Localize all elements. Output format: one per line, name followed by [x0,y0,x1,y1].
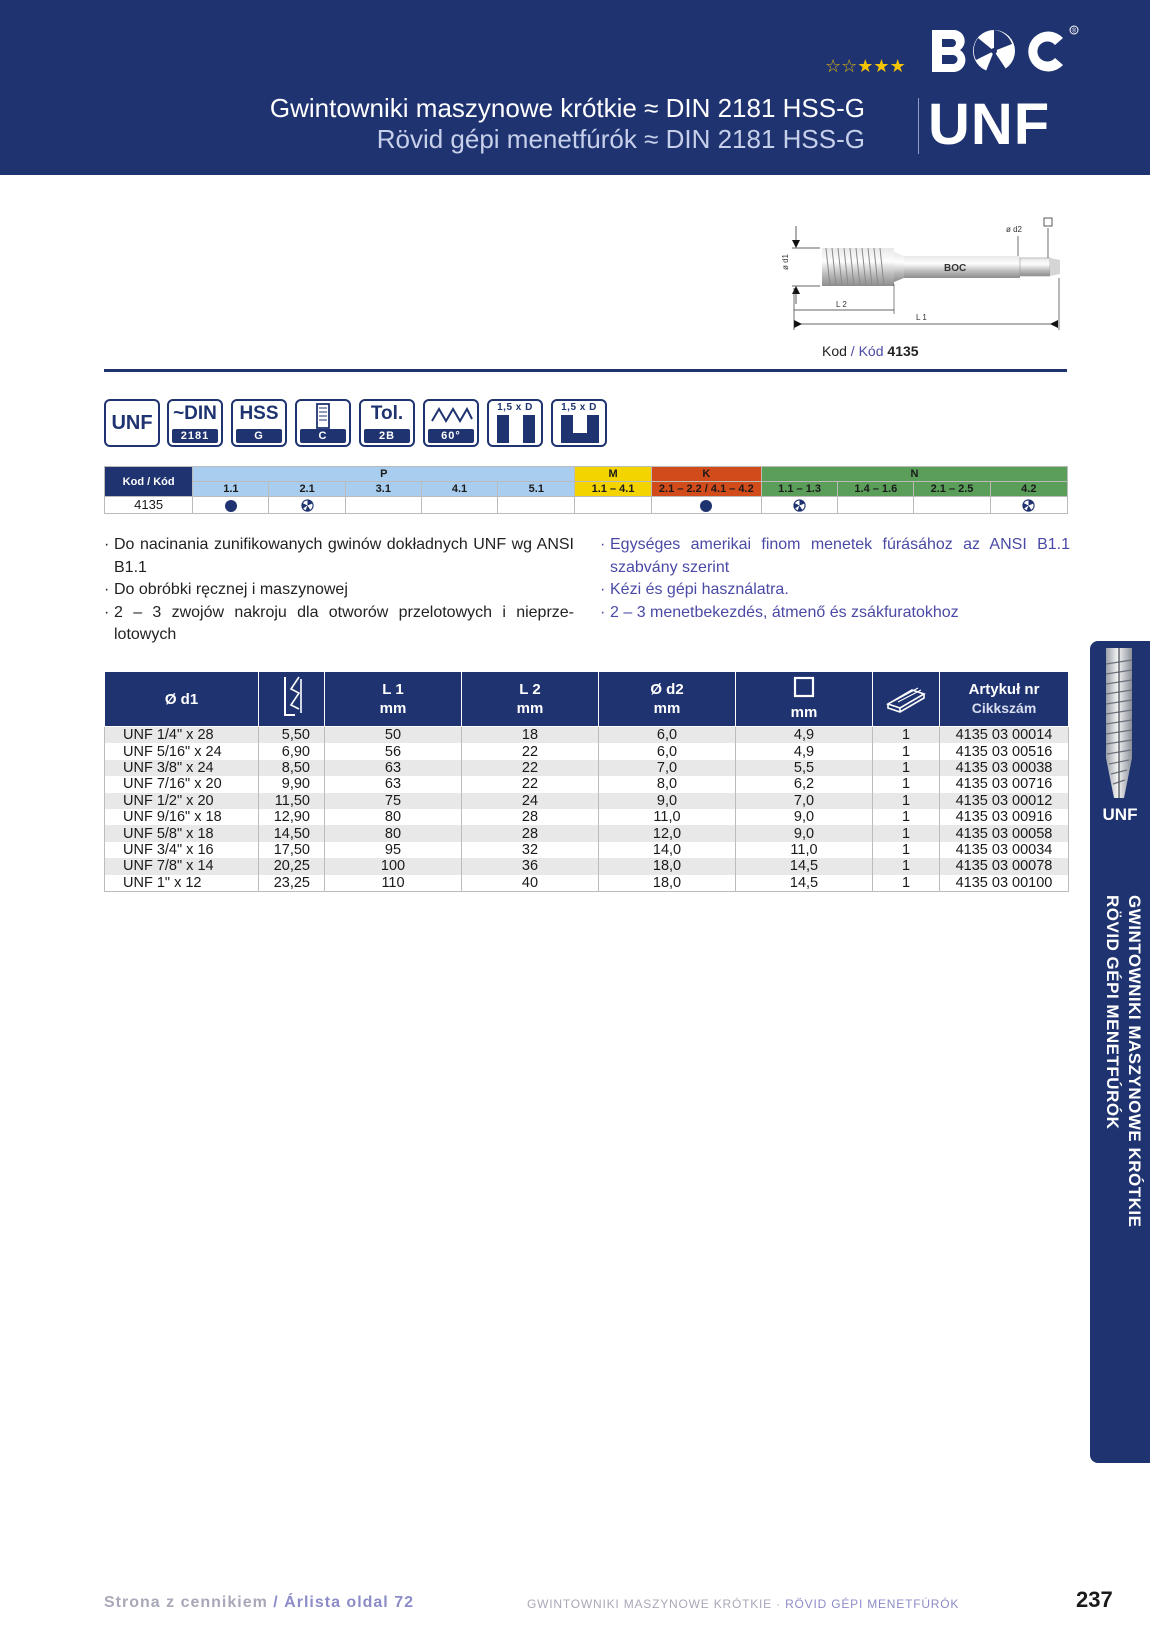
cell-l2: 22 [462,743,599,759]
svg-text:®: ® [1071,28,1077,35]
star-empty-icon: ☆ [841,56,858,76]
symbol-tolerance-label: Tol. [370,403,404,424]
symbol-thread-angle-icon [423,399,479,447]
col-thread-length-header [259,672,325,727]
article-table [104,671,1069,892]
group-m-header: M [575,467,651,482]
symbol-hss-icon [231,399,287,447]
table-row [105,875,1069,892]
square-unit: mm [790,704,818,721]
cell-l1: 63 [325,760,462,776]
material-value-row [105,497,1068,514]
feature-text: 2 – 3 menetbekezdés, átmenő és zsákfuratokhoz [610,603,959,621]
group-k-header: K [651,467,761,482]
cell-l2: 28 [462,809,599,825]
secondary-suitability-icon [1022,499,1035,512]
through-hole-icon [495,413,537,445]
suitability-cell [651,497,761,514]
cell-thread-size: UNF 1/2" x 20 [105,793,259,809]
square-icon [793,676,815,698]
col-pack-header [873,672,940,727]
subgroup-cell: 1.4 – 1.6 [838,482,914,497]
cell-pack-qty: 1 [873,760,940,776]
thread-type-badge: UNF [928,92,1051,157]
svg-text:ø d2: ø d2 [1006,225,1023,234]
cell-core-diameter: 8,50 [259,760,325,776]
suitability-cell [498,497,575,514]
thread-profile-icon [431,407,473,423]
subgroup-cell: 3.1 [345,482,421,497]
feature-item [104,579,574,602]
l1-unit: mm [379,700,407,717]
symbol-tolerance-value: 2B [364,429,410,443]
suitability-cell [193,497,269,514]
symbol-din-label: ~DIN [173,403,217,424]
blind-hole-icon [559,413,601,445]
feature-item [600,579,1070,602]
thread-length-icon [277,675,307,719]
cell-core-diameter: 14,50 [259,825,325,841]
svg-text:L 2: L 2 [836,300,847,309]
kod-separator: / [144,475,154,488]
table-body [105,727,1069,892]
star-filled-icon: ★ [889,56,906,76]
group-n-header: N [761,467,1067,482]
bullet: · [104,536,110,553]
feature-item [104,534,574,579]
symbol-hss-label: HSS [239,403,279,424]
cell-l1: 80 [325,825,462,841]
cell-d2: 6,0 [599,727,736,744]
table-row [105,760,1069,776]
cell-l1: 75 [325,793,462,809]
footer-section-name [527,1597,959,1611]
cell-square: 14,5 [736,875,873,892]
table-row [105,727,1069,744]
cell-thread-size: UNF 7/8" x 14 [105,858,259,874]
svg-text:BOC: BOC [944,263,967,274]
cell-thread-size: UNF 5/8" x 18 [105,825,259,841]
footer-section-pl: GWINTOWNIKI MASZYNOWE KRÓTKIE [527,1597,772,1611]
cell-l1: 50 [325,727,462,744]
cell-article-number: 4135 03 00916 [940,809,1069,825]
svg-text:L 1: L 1 [916,313,927,322]
cell-l1: 80 [325,809,462,825]
cell-d2: 6,0 [599,743,736,759]
cell-l2: 24 [462,793,599,809]
star-empty-icon: ☆ [825,56,842,76]
cell-l1: 63 [325,776,462,792]
cell-square: 5,5 [736,760,873,776]
feature-text: 2 – 3 zwojów nakroju dla otworów przelotowych i nieprze-lotowych [114,603,574,643]
bullet: · [104,581,110,598]
table-row [105,809,1069,825]
pricelist-reference [104,1594,414,1612]
cell-core-diameter: 5,50 [259,727,325,744]
suitability-cell [421,497,497,514]
symbol-through-hole-icon [487,399,543,447]
cell-l1: 95 [325,842,462,858]
drawing-code-caption [822,343,919,359]
title-polish: Gwintowniki maszynowe krótkie ≈ DIN 2181 HSS-G [269,93,865,123]
cell-pack-qty: 1 [873,858,940,874]
tap-dimension-drawing [782,212,1082,362]
side-tab-line-hu: RÖVID GÉPI MENETFÚRÓK [1103,895,1122,1130]
cell-thread-size: UNF 1/4" x 28 [105,727,259,744]
material-subgroup-row [105,482,1068,497]
feature-item [600,534,1070,579]
cell-thread-size: UNF 9/16" x 18 [105,809,259,825]
cell-article-number: 4135 03 00034 [940,842,1069,858]
side-tab-badge: UNF [1102,805,1138,824]
cell-thread-size: UNF 5/16" x 24 [105,743,259,759]
cell-d2: 12,0 [599,825,736,841]
subgroup-cell: 1.1 – 1.3 [761,482,837,497]
tap-photo [1094,648,1144,800]
kod-label-pl: Kod [122,475,145,488]
cell-article-number: 4135 03 00078 [940,858,1069,874]
table-row [105,793,1069,809]
material-suitability-table [104,466,1068,514]
side-tab-line-pl: GWINTOWNIKI MASZYNOWE KRÓTKIE [1125,895,1144,1228]
material-header-row [105,467,1068,482]
cell-core-diameter: 6,90 [259,743,325,759]
subgroup-cell: 2.1 [269,482,345,497]
caption-kod-hu: Kód [858,343,884,359]
chamfer-tap-icon [311,402,335,430]
col-d2-header [599,672,736,727]
subgroup-cell: 2.1 – 2.5 [914,482,990,497]
through-hole-depth-label: 1,5 x D [497,402,533,413]
cell-l2: 22 [462,760,599,776]
cell-square: 4,9 [736,727,873,744]
side-tab-title [1101,895,1145,1227]
table-row [105,858,1069,874]
cell-l2: 22 [462,776,599,792]
page-header [0,0,1150,175]
l2-label: L 2 [519,681,541,698]
package-icon [884,680,928,714]
cell-d2: 8,0 [599,776,736,792]
cell-l1: 56 [325,743,462,759]
cell-l2: 36 [462,858,599,874]
cell-thread-size: UNF 7/16" x 20 [105,776,259,792]
symbol-chamfer-icon [295,399,351,447]
cell-l1: 100 [325,858,462,874]
symbol-hss-value: G [236,429,282,443]
bullet: · [104,603,110,621]
secondary-suitability-icon [793,499,806,512]
cell-pack-qty: 1 [873,875,940,892]
table-row [105,776,1069,792]
col-article-header [940,672,1069,727]
header-divider [918,98,919,154]
primary-suitability-icon [700,500,712,512]
cell-core-diameter: 17,50 [259,842,325,858]
cell-l2: 18 [462,727,599,744]
cell-pack-qty: 1 [873,776,940,792]
pricelist-page: 72 [394,1594,414,1611]
cell-d2: 18,0 [599,858,736,874]
cell-pack-qty: 1 [873,743,940,759]
symbol-thread-angle-value: 60° [428,429,474,443]
bullet: · [600,536,606,553]
d2-unit: mm [653,700,681,717]
boc-logo [928,24,1080,84]
suitability-cell [269,497,345,514]
pricelist-label-hu: Árlista oldal [284,1594,389,1611]
cell-thread-size: UNF 3/8" x 24 [105,760,259,776]
cell-article-number: 4135 03 00012 [940,793,1069,809]
cell-square: 14,5 [736,858,873,874]
cell-square: 4,9 [736,743,873,759]
symbol-blind-hole-icon [551,399,607,447]
cell-core-diameter: 11,50 [259,793,325,809]
caption-kod-pl: Kod [822,343,847,359]
suitability-cell [838,497,914,514]
col-d1-header: Ø d1 [105,672,259,727]
table-row [105,842,1069,858]
features-polish [104,534,574,647]
pricelist-label-pl: Strona z cennikiem [104,1594,268,1611]
feature-item [600,602,1070,625]
subgroup-cell: 4.2 [990,482,1067,497]
cell-pack-qty: 1 [873,842,940,858]
footer-section-hu: RÖVID GÉPI MENETFÚRÓK [785,1597,960,1611]
l1-label: L 1 [382,681,404,698]
d2-label: Ø d2 [650,681,684,698]
cell-article-number: 4135 03 00100 [940,875,1069,892]
suitability-cell [914,497,990,514]
cell-l2: 32 [462,842,599,858]
cell-l1: 110 [325,875,462,892]
section-rule [104,369,1067,372]
suitability-cell [575,497,651,514]
symbol-unf-icon [104,399,160,447]
feature-text: Egységes amerikai finom menetek fúrásához az ANSI B1.1 szabvány szerint [610,536,1070,576]
cell-l2: 40 [462,875,599,892]
bullet: · [600,581,606,598]
cell-thread-size: UNF 1" x 12 [105,875,259,892]
features-hungarian [600,534,1070,624]
cell-d2: 11,0 [599,809,736,825]
article-label-hu: Cikkszám [971,700,1037,716]
cell-pack-qty: 1 [873,825,940,841]
subgroup-cell: 4.1 [421,482,497,497]
cell-square: 9,0 [736,809,873,825]
cell-core-diameter: 12,90 [259,809,325,825]
quality-rating [825,56,906,77]
col-l2-header [462,672,599,727]
kod-header [105,467,193,497]
table-header-row [105,672,1069,727]
svg-text:ø d1: ø d1 [781,253,790,270]
star-filled-icon: ★ [873,56,890,76]
cell-article-number: 4135 03 00716 [940,776,1069,792]
cell-square: 11,0 [736,842,873,858]
cell-article-number: 4135 03 00014 [940,727,1069,744]
title-hungarian: Rövid gépi menetfúrók ≈ DIN 2181 HSS-G [376,124,865,154]
cell-core-diameter: 9,90 [259,776,325,792]
l2-unit: mm [516,700,544,717]
table-row [105,743,1069,759]
cell-l2: 28 [462,825,599,841]
cell-d2: 7,0 [599,760,736,776]
symbol-din-value: 2181 [172,429,218,443]
primary-suitability-icon [225,500,237,512]
group-p-header: P [193,467,575,482]
cell-article-number: 4135 03 00058 [940,825,1069,841]
suitability-cell [345,497,421,514]
star-filled-icon: ★ [857,56,874,76]
cell-pack-qty: 1 [873,809,940,825]
cell-pack-qty: 1 [873,793,940,809]
subgroup-cell: 1.1 – 4.1 [575,482,651,497]
cell-d2: 14,0 [599,842,736,858]
col-l1-header [325,672,462,727]
pricelist-separator: / [267,1594,285,1611]
bullet: · [600,603,606,621]
symbol-unf-label: UNF [111,412,153,434]
caption-code: 4135 [887,343,919,359]
feature-text: Kézi és gépi használatra. [610,581,789,598]
kod-label-hu: Kód [153,475,175,488]
row-code: 4135 [105,497,193,514]
cell-square: 6,2 [736,776,873,792]
blind-hole-depth-label: 1,5 x D [561,402,597,413]
cell-square: 9,0 [736,825,873,841]
footer-dot: · [771,1597,786,1611]
caption-separator: / [846,343,859,359]
cell-d2: 18,0 [599,875,736,892]
suitability-cell [761,497,837,514]
col-square-header [736,672,873,727]
cell-article-number: 4135 03 00038 [940,760,1069,776]
cell-core-diameter: 20,25 [259,858,325,874]
subgroup-cell: 2.1 – 2.2 / 4.1 – 4.2 [651,482,761,497]
table-row [105,825,1069,841]
symbol-din-icon [167,399,223,447]
symbol-tolerance-icon [359,399,415,447]
cell-d2: 9,0 [599,793,736,809]
subgroup-cell: 5.1 [498,482,575,497]
symbol-chamfer-value: C [300,429,346,443]
article-label-pl: Artykuł nr [968,681,1040,698]
cell-pack-qty: 1 [873,727,940,744]
page-number: 237 [1076,1587,1113,1612]
feature-item [104,602,574,647]
cell-core-diameter: 23,25 [259,875,325,892]
feature-text: Do obróbki ręcznej i maszynowej [114,581,348,598]
subgroup-cell: 1.1 [193,482,269,497]
cell-thread-size: UNF 3/4" x 16 [105,842,259,858]
cell-square: 7,0 [736,793,873,809]
suitability-cell [990,497,1067,514]
cell-article-number: 4135 03 00516 [940,743,1069,759]
feature-text: Do nacinania zunifikowanych gwinów dokładnych UNF wg ANSI B1.1 [114,536,574,576]
secondary-suitability-icon [301,499,314,512]
